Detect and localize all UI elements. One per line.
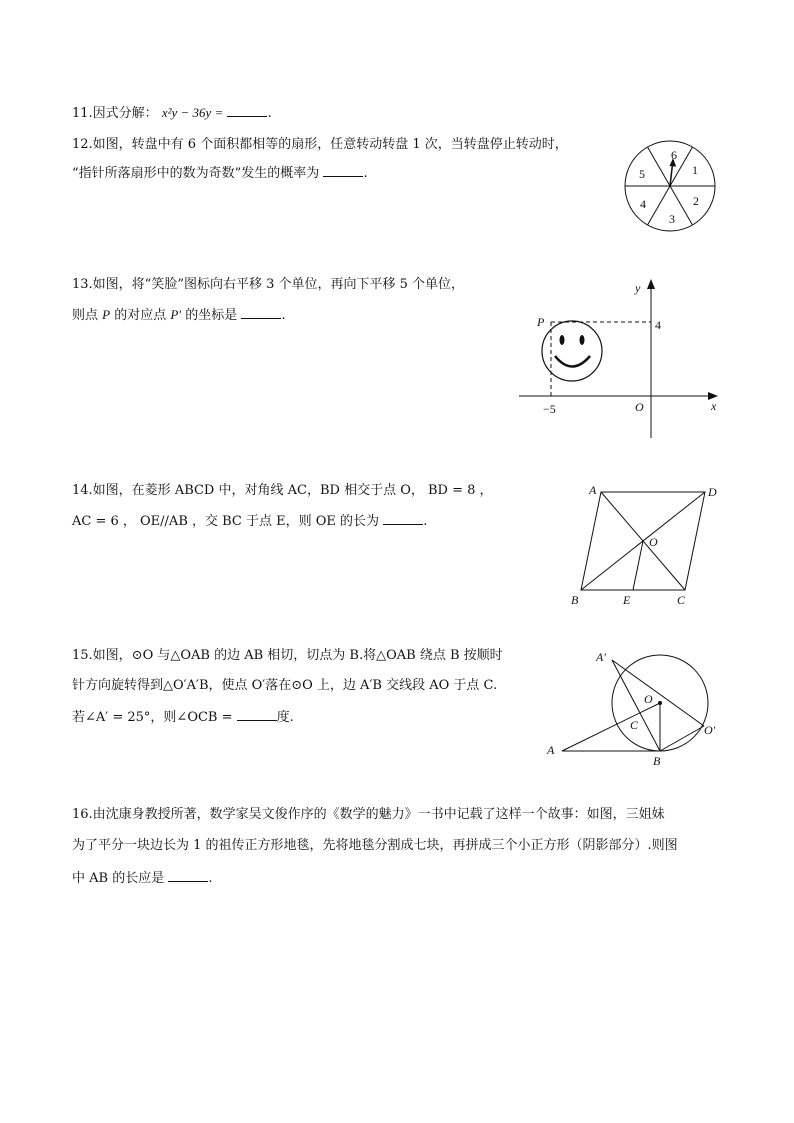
point-a-label: A xyxy=(547,743,555,757)
answer-blank xyxy=(241,306,281,319)
q15-line-3-text: 若∠A′ = 25°，则∠OCB = xyxy=(72,710,233,725)
q16-line-1: 16.由沈康身教授所著，数学家吴文俊作序的《数学的魅力》一书中记载了这样一个故事：如图，三姐妹 xyxy=(72,807,665,822)
sector-label-5: 5 xyxy=(639,167,645,181)
point-c-label: C xyxy=(630,718,639,732)
spinner-figure xyxy=(620,138,720,238)
q13-text-a: 则点 xyxy=(72,308,103,323)
sector-label-2: 2 xyxy=(693,194,699,208)
sector-label-6: 6 xyxy=(671,148,677,162)
q13-tail: . xyxy=(281,308,286,323)
q13-text-c: 的坐标是 xyxy=(181,308,238,323)
q15-line-1: 15.如图，⊙O 与△OAB 的边 AB 相切，切点为 B.将△OAB 绕点 B 按顺时 xyxy=(72,648,503,663)
q12-line-1: 12.如图，转盘中有 6 个面积都相等的扇形，任意转动转盘 1 次，当转盘停止转动时， xyxy=(72,137,568,152)
tangent-circle-figure xyxy=(540,645,730,770)
vertex-b-label: B xyxy=(571,593,579,607)
center-o-label: O xyxy=(644,692,653,706)
point-e-label: E xyxy=(623,593,631,607)
q15-line-2: 针方向旋转得到△O′A′B，使点 O′落在⊙O 上，边 A′B 交线段 AO 于点 C. xyxy=(72,678,498,693)
q16-line-3 xyxy=(72,869,213,888)
answer-blank xyxy=(227,104,267,117)
x-tick-minus-5: −5 xyxy=(543,402,556,416)
q15-line-3 xyxy=(72,708,294,727)
vertex-d-label: D xyxy=(708,485,717,499)
q13-text-b: 的对应点 xyxy=(110,308,171,323)
q15-unit: 度. xyxy=(276,710,294,725)
q11-expression: x²y − 36y = xyxy=(161,105,224,120)
y-tick-4: 4 xyxy=(655,318,661,332)
q12-line-2-text: “指针所落扇形中的数为奇数”发生的概率为 xyxy=(72,166,320,181)
vertex-a-label: A xyxy=(589,483,597,497)
q14-tail: . xyxy=(423,514,428,529)
answer-blank xyxy=(168,869,208,882)
sector-label-1: 1 xyxy=(692,163,698,177)
smiley-coordinate-figure xyxy=(515,276,725,441)
q11-lead: 11.因式分解： xyxy=(72,106,158,121)
rhombus-figure xyxy=(565,478,730,613)
q14-line-1: 14.如图，在菱形 ABCD 中，对角线 AC，BD 相交于点 O， BD = 8 ， xyxy=(72,483,493,498)
q12-line-2 xyxy=(72,164,368,183)
q13-line-1: 13.如图，将“笑脸”图标向右平移 3 个单位，再向下平移 5 个单位， xyxy=(72,277,465,292)
q13-point-p-prime: P′ xyxy=(170,307,182,322)
q14-line-2 xyxy=(72,512,427,531)
q11-tail: . xyxy=(267,106,272,121)
point-o-prime-label: O′ xyxy=(704,723,716,737)
point-b-label: B xyxy=(653,754,661,768)
question-11 xyxy=(72,104,272,123)
point-p-label: P xyxy=(537,315,545,329)
answer-blank xyxy=(237,708,277,721)
y-axis-label: y xyxy=(635,281,641,295)
answer-blank xyxy=(383,512,423,525)
x-axis-label: x xyxy=(711,399,717,413)
vertex-c-label: C xyxy=(677,593,686,607)
q16-tail: . xyxy=(208,871,213,886)
q12-tail: . xyxy=(363,166,368,181)
origin-label: O xyxy=(635,400,644,414)
answer-blank xyxy=(323,164,363,177)
sector-label-3: 3 xyxy=(669,212,675,226)
sector-label-4: 4 xyxy=(640,197,646,211)
q13-point-p: P xyxy=(102,307,111,322)
q13-line-2 xyxy=(72,306,286,325)
q16-line-2: 为了平分一块边长为 1 的祖传正方形地毯，先将地毯分割成七块，再拼成三个小正方形（阴影部分）.则图 xyxy=(72,838,678,853)
q16-line-3-text: 中 AB 的长应是 xyxy=(72,871,165,886)
center-o-label: O xyxy=(649,535,658,549)
q14-line-2-text: AC = 6 ， OE//AB ，交 BC 于点 E，则 OE 的长为 xyxy=(72,514,380,529)
point-a-prime-label: A′ xyxy=(596,650,606,664)
